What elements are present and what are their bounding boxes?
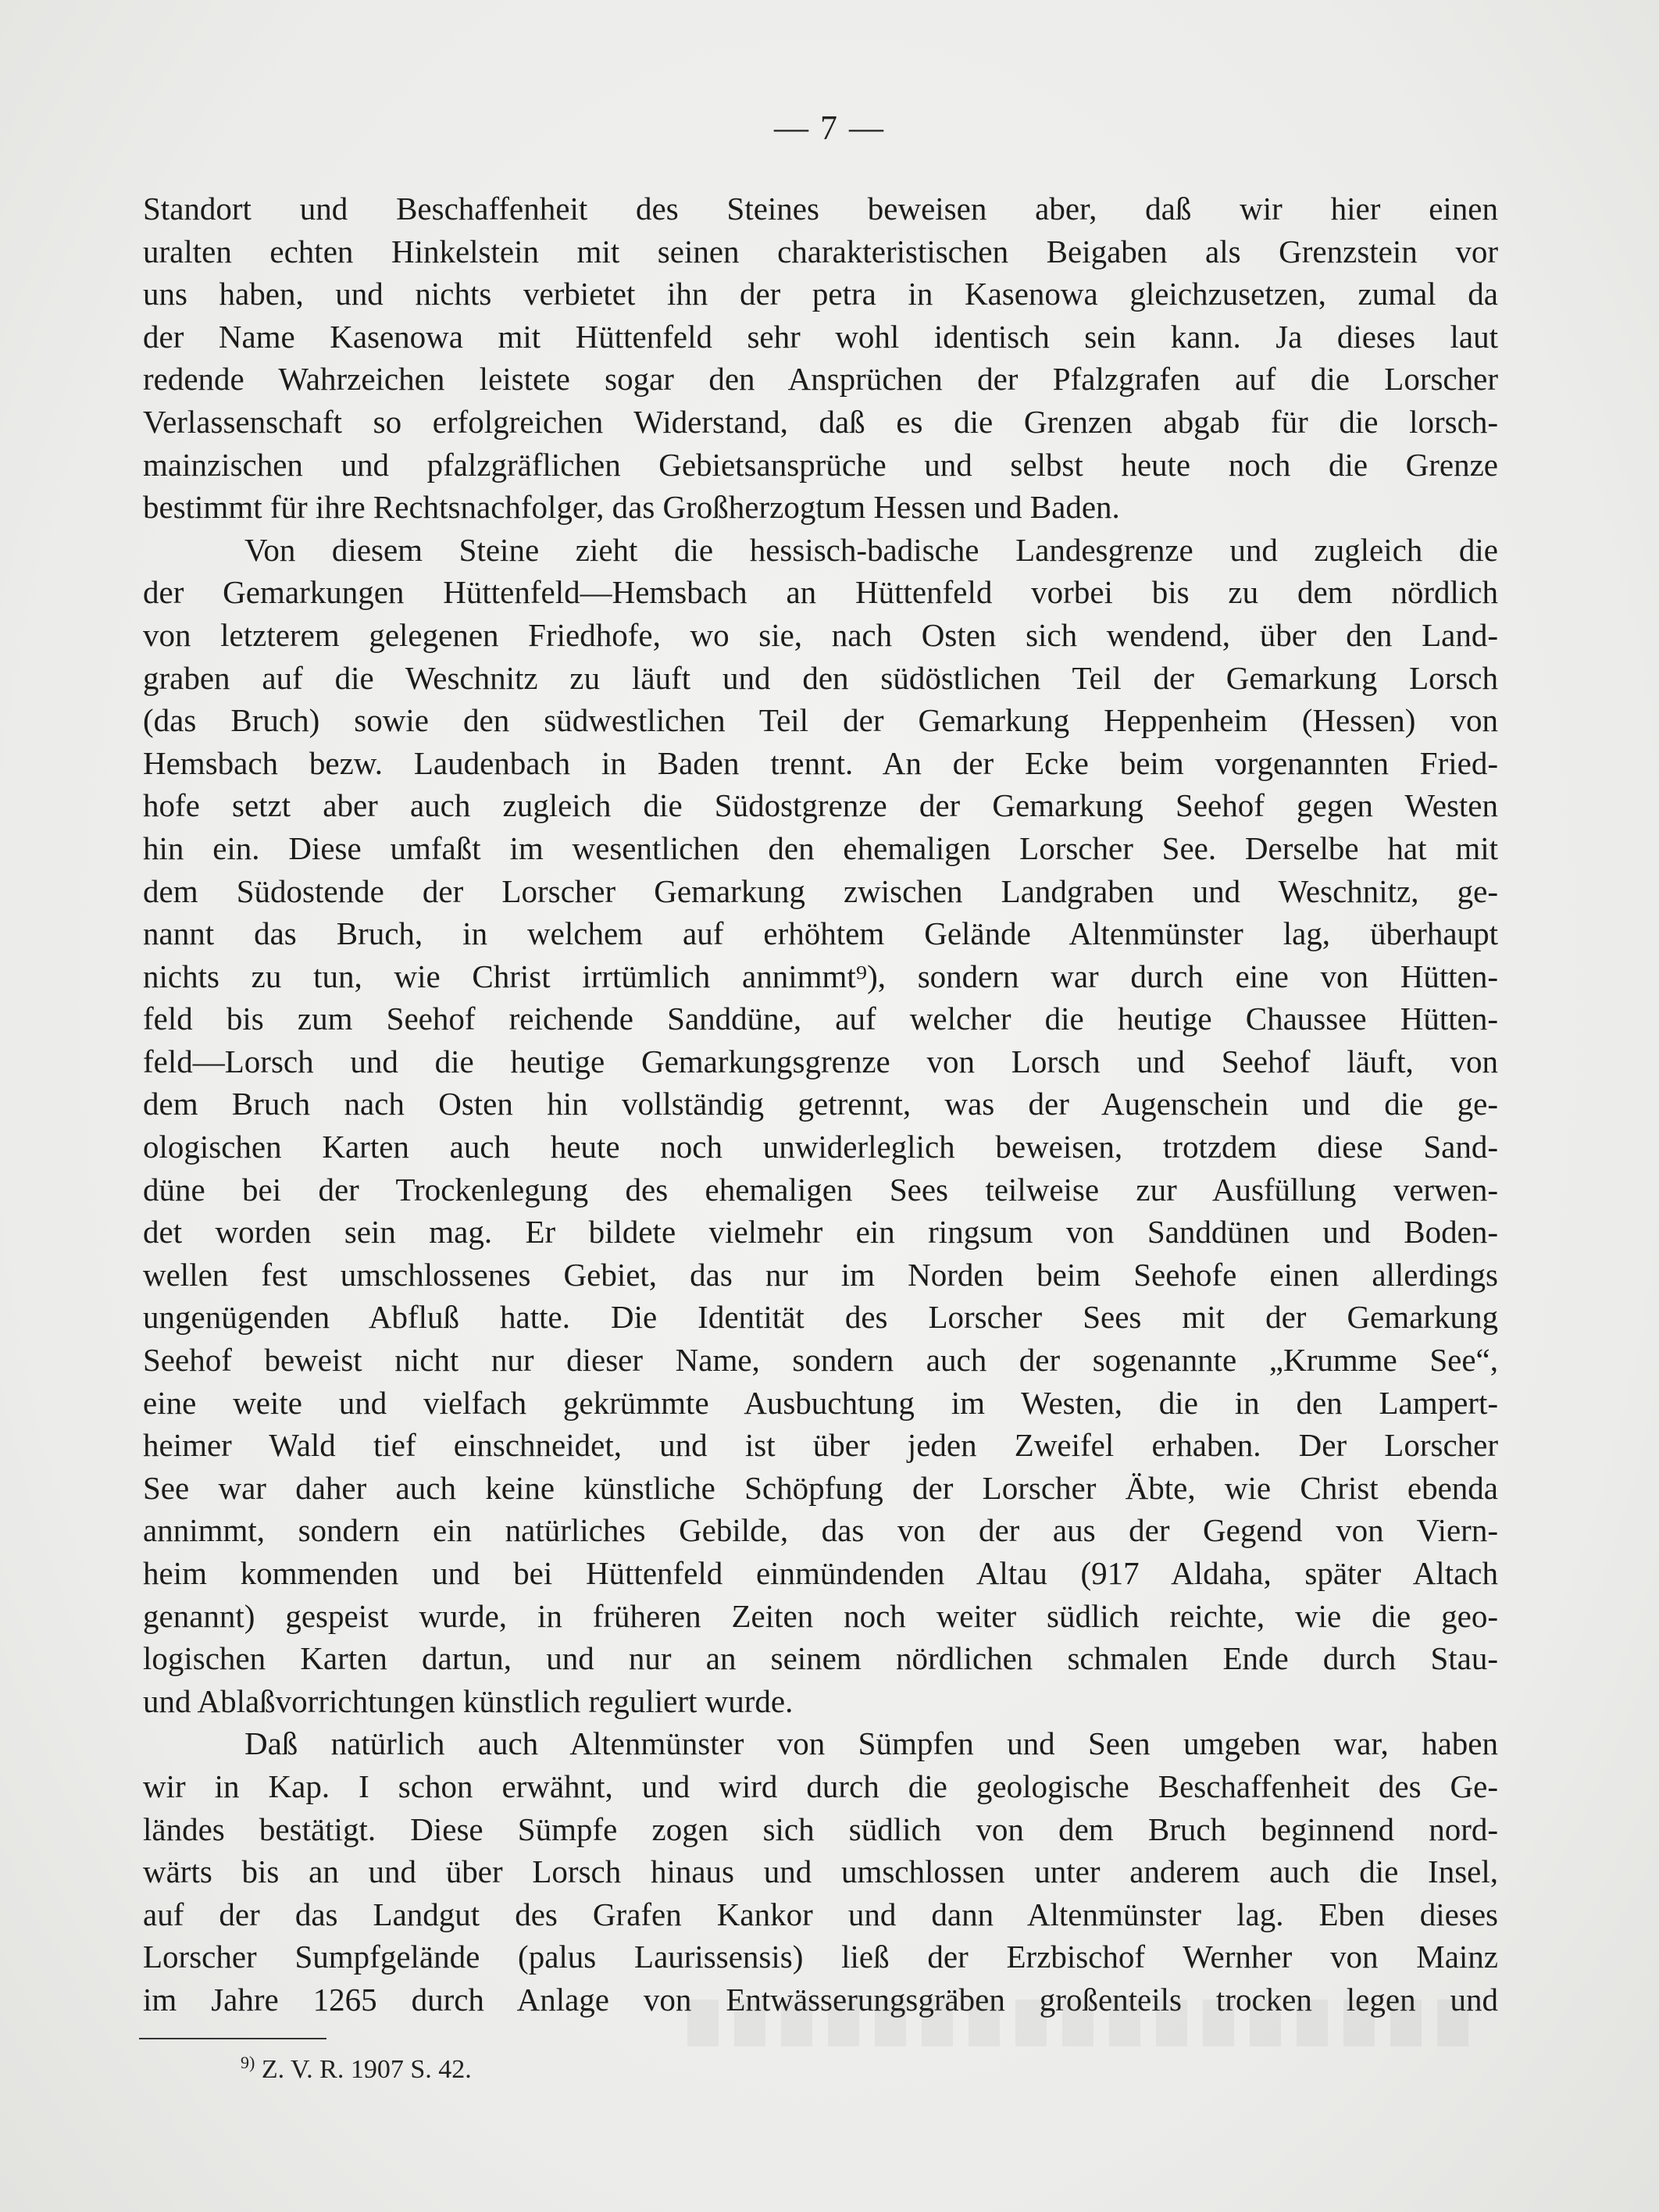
text-line: eine weite und vielfach gekrümmte Ausbuchtung im Westen, die in den Lampert- bbox=[143, 1384, 1498, 1421]
text-line: nannt das Bruch, in welchem auf erhöhtem Gelände Altenmünster lag, überhaupt bbox=[143, 915, 1498, 952]
text-line: Standort und Beschaffenheit des Steines beweisen aber, daß wir hier einen bbox=[143, 191, 1498, 227]
text-line: annimmt, sondern ein natürliches Gebilde, das von der aus der Gegend von Viern- bbox=[143, 1512, 1498, 1549]
text-line: Hemsbach bezw. Laudenbach in Baden trennt. An der Ecke beim vorgenannten Fried- bbox=[143, 744, 1498, 781]
text-line: Seehof beweist nicht nur dieser Name, sondern auch der sogenannte „Krumme See“, bbox=[143, 1342, 1498, 1379]
text-line: der Name Kasenowa mit Hüttenfeld sehr wohl identisch sein kann. Ja dieses laut bbox=[143, 318, 1498, 355]
text-line: Verlassenschaft so erfolgreichen Widerstand, daß es die Grenzen abgab für die lorsch- bbox=[143, 403, 1498, 440]
text-line: ungenügenden Abfluß hatte. Die Identität des Lorscher Sees mit der Gemarkung bbox=[143, 1299, 1498, 1336]
page-number: — 7 — bbox=[774, 109, 885, 147]
text-line: heim kommenden und bei Hüttenfeld einmündenden Altau (917 Aldaha, später Altach bbox=[143, 1555, 1498, 1591]
text-line: det worden sein mag. Er bildete vielmehr ein ringsum von Sanddünen und Boden- bbox=[143, 1214, 1498, 1250]
text-line: düne bei der Trockenlegung des ehemaligen Sees teilweise zur Ausfüllung verwen- bbox=[143, 1171, 1498, 1208]
body-text bbox=[143, 187, 1498, 2021]
text-line: bestimmt für ihre Rechtsnachfolger, das Großherzogtum Hessen und Baden. bbox=[143, 489, 1120, 526]
text-line: redende Wahrzeichen leistete sogar den Ansprüchen der Pfalzgrafen auf die Lorscher bbox=[143, 361, 1498, 398]
text-line: dem Bruch nach Osten hin vollständig getrennt, was der Augenschein und die ge- bbox=[143, 1086, 1498, 1122]
text-line: heimer Wald tief einschneidet, und ist über jeden Zweifel erhaben. Der Lorscher bbox=[143, 1427, 1498, 1464]
text-line: wellen fest umschlossenes Gebiet, das nur im Norden beim Seehofe einen allerdings bbox=[143, 1256, 1498, 1293]
text-line: hofe setzt aber auch zugleich die Südostgrenze der Gemarkung Seehof gegen Westen bbox=[143, 787, 1498, 824]
text-line: im Jahre 1265 durch Anlage von Entwässerungsgräben großenteils trocken legen und bbox=[143, 1981, 1498, 2018]
text-line: logischen Karten dartun, und nur an seinem nördlichen schmalen Ende durch Stau- bbox=[143, 1640, 1498, 1677]
text-line: wärts bis an und über Lorsch hinaus und umschlossen unter anderem auch die Insel, bbox=[143, 1853, 1498, 1890]
text-line: ländes bestätigt. Diese Sümpfe zogen sich südlich von dem Bruch beginnend nord- bbox=[143, 1811, 1498, 1847]
footnote bbox=[241, 2053, 472, 2085]
text-line: der Gemarkungen Hüttenfeld—Hemsbach an Hüttenfeld vorbei bis zu dem nördlich bbox=[143, 574, 1498, 611]
text-line: genannt) gespeist wurde, in früheren Zeiten noch weiter südlich reichte, wie die geo- bbox=[143, 1597, 1498, 1634]
text-line: mainzischen und pfalzgräflichen Gebietsansprüche und selbst heute noch die Grenze bbox=[143, 446, 1498, 483]
text-line: graben auf die Weschnitz zu läuft und den südöstlichen Teil der Gemarkung Lorsch bbox=[143, 659, 1498, 696]
paper-show-through bbox=[687, 2000, 1468, 2046]
text-line: und Ablaßvorrichtungen künstlich reguliert wurde. bbox=[143, 1682, 794, 1719]
text-line: dem Südostende der Lorscher Gemarkung zwischen Landgraben und Weschnitz, ge- bbox=[143, 872, 1498, 909]
text-line: feld—Lorsch und die heutige Gemarkungsgrenze von Lorsch und Seehof läuft, von bbox=[143, 1043, 1498, 1079]
footnote-rule bbox=[139, 2038, 326, 2039]
text-line: Von diesem Steine zieht die hessisch-badische Landesgrenze und zugleich die bbox=[244, 531, 1498, 568]
text-line: Daß natürlich auch Altenmünster von Sümpfen und Seen umgeben war, haben bbox=[244, 1725, 1498, 1762]
text-line: See war daher auch keine künstliche Schöpfung der Lorscher Äbte, wie Christ ebenda bbox=[143, 1469, 1498, 1506]
footnote-text: Z. V. R. 1907 S. 42. bbox=[261, 2055, 472, 2084]
text-line: (das Bruch) sowie den südwestlichen Teil der Gemarkung Heppenheim (Hessen) von bbox=[143, 702, 1498, 739]
text-line: hin ein. Diese umfaßt im wesentlichen den ehemaligen Lorscher See. Derselbe hat mit bbox=[143, 830, 1498, 866]
text-line: ologischen Karten auch heute noch unwiderleglich beweisen, trotzdem diese Sand- bbox=[143, 1129, 1498, 1165]
text-line: feld bis zum Seehof reichende Sanddüne, auf welcher die heutige Chaussee Hütten- bbox=[143, 1001, 1498, 1037]
footnote-marker: 9) bbox=[241, 2053, 255, 2072]
text-line: nichts zu tun, wie Christ irrtümlich annimmt⁹), sondern war durch eine von Hütten- bbox=[143, 958, 1498, 994]
text-line: wir in Kap. I schon erwähnt, und wird durch die geologische Beschaffenheit des Ge- bbox=[143, 1768, 1498, 1804]
text-line: uns haben, und nichts verbietet ihn der petra in Kasenowa gleichzusetzen, zumal da bbox=[143, 276, 1498, 312]
text-line: von letzterem gelegenen Friedhofe, wo sie, nach Osten sich wendend, über den Land- bbox=[143, 616, 1498, 653]
text-line: uralten echten Hinkelstein mit seinen charakteristischen Beigaben als Grenzstein vor bbox=[143, 233, 1498, 269]
text-line: auf der das Landgut des Grafen Kankor und dann Altenmünster lag. Eben dieses bbox=[143, 1896, 1498, 1932]
text-line: Lorscher Sumpfgelände (palus Laurissensis) ließ der Erzbischof Wernher von Mainz bbox=[143, 1939, 1498, 1975]
